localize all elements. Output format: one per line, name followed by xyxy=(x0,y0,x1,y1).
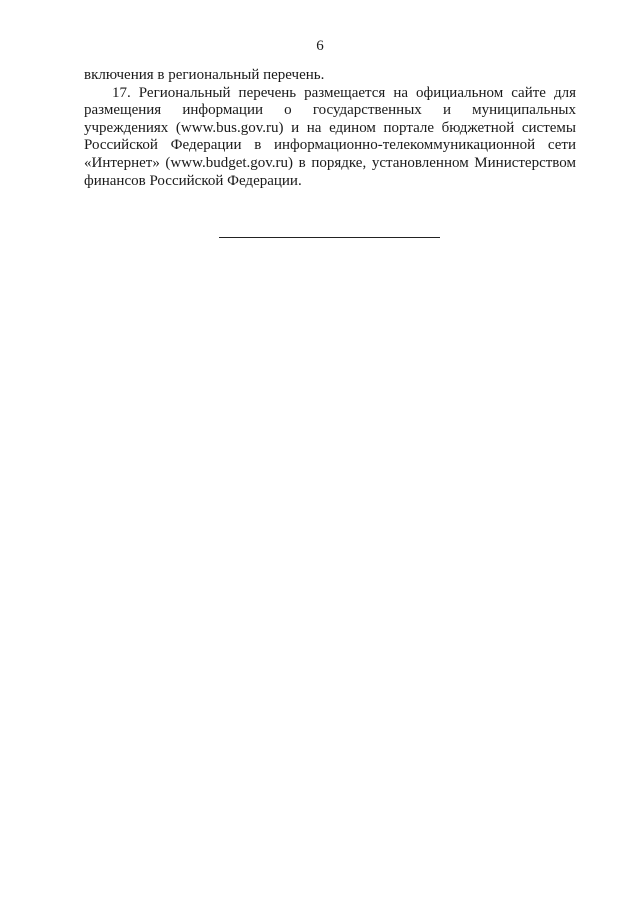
page-number: 6 xyxy=(316,38,324,54)
end-divider-line xyxy=(219,237,440,238)
paragraph-17-line-4: Российской Федерации в информационно-телекоммуникационной сети xyxy=(84,137,576,154)
text-line-1: включения в региональный перечень. xyxy=(84,67,325,83)
paragraph-17-line-3: учреждениях (www.bus.gov.ru) и на едином портале бюджетной системы xyxy=(84,119,576,136)
paragraph-17-line-5: «Интернет» (www.budget.gov.ru) в порядке, установленном Министерством xyxy=(84,154,576,171)
paragraph-17-line-2: размещения информации о государственных и муниципальных xyxy=(84,102,576,119)
body-text xyxy=(84,67,576,190)
paragraph-17-line-1: 17. Региональный перечень размещается на официальном сайте для xyxy=(112,84,576,101)
paragraph-17-line-6: финансов Российской Федерации. xyxy=(84,172,302,189)
